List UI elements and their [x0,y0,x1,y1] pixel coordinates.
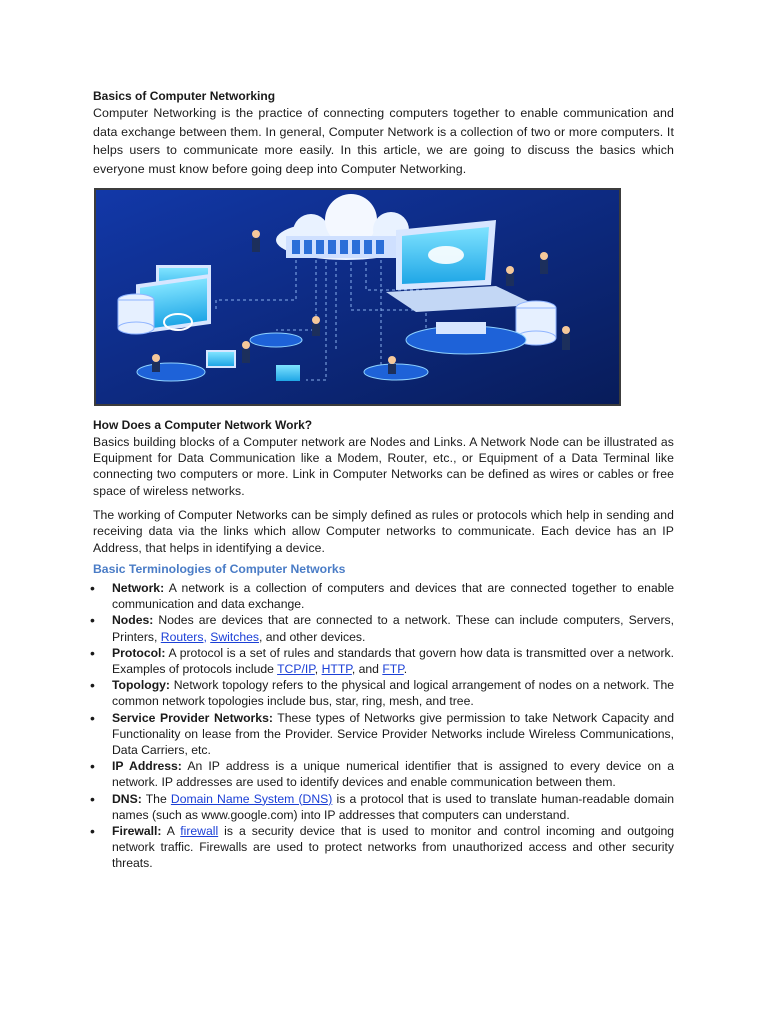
firewall-link[interactable]: firewall [180,823,219,838]
bullet-icon: • [90,822,95,839]
list-item-ip-address [90,758,674,790]
network-illustration-svg [96,190,619,404]
term-text: Nodes are devices that are connected to a network. These can include computers, Servers, Printers, [112,613,674,644]
term-label: Protocol: [112,645,166,660]
routers-link[interactable]: Routers, [160,629,207,644]
term-text: These types of Networks give permission to take Network Capacity and Functionality on lease from the Provider. Service Provider Networks include Wireless Communications, Data Carriers, etc. [112,710,674,757]
bullet-icon: • [90,790,95,807]
term-label: IP Address: [112,759,182,774]
doc-title: Basics of Computer Networking [93,89,276,103]
term-text: is a protocol that is used to translate human-readable domain names (such as www.google.com) into IP addresses that computers can understand. [112,791,674,822]
list-item-dns: • DNS: The Domain Name System (DNS) is a protocol that is used to translate human-readable domain names (such as www.google.com) into IP addresses that computers can understand. [90,790,674,822]
bullet-icon: • [90,677,95,694]
dns-link[interactable]: Domain Name System (DNS) [170,791,333,806]
term-text: A network is a collection of computers and devices that are connected together to enable communication and data exchange. [112,580,674,612]
terms-list [90,579,674,872]
how-paragraph-1: Basics building blocks of a Computer network are Nodes and Links. A Network Node can be illustrated as Equipment for Data Communication like a Modem, Router, etc., or Equipment of a Data Terminal like connecting two computers or more. Link in Computer Networks can be defined as wires or cables or free space of wireless networks. [93,434,674,498]
term-label: Firewall: [112,823,162,838]
term-text: A protocol is a set of rules and standards that govern how data is transmitted over a network. Examples of protocols include [112,645,674,676]
list-item-protocol: • Protocol: A protocol is a set of rules and standards that govern how data is transmitted over a network. Examples of protocols include TCP/IP, HTTP, and FTP. [90,644,674,676]
document-page [90,88,674,872]
ftp-link[interactable]: FTP [382,661,404,676]
list-item-firewall: • Firewall: A firewall is a security device that is used to monitor and control incoming and outgoing network traffic. Firewalls are used to protect networks from unauthorized access and other security threats. [90,822,674,871]
term-text: Network topology refers to the physical and logical arrangement of nodes on a network. The common network topologies include bus, star, ring, mesh, and tree. [112,678,674,709]
how-paragraph-2: The working of Computer Networks can be simply defined as rules or protocols which help in sending and receiving data via the links which allow Computer networks to communicate. Each device has an IP Address, that helps in identifying a device. [93,508,674,555]
bullet-icon: • [90,644,95,661]
tcp-ip-link[interactable]: TCP/IP [277,661,315,676]
bullet-icon: • [90,612,95,629]
term-label: Network: [112,580,165,595]
term-text: An IP address is a unique numerical identifier that is assigned to every device on a network. IP addresses are used to identify devices and enable communication between them. [112,759,674,790]
bullet-icon: • [90,579,95,596]
term-label: DNS: [112,791,142,806]
terms-heading: Basic Terminologies of Computer Networks [93,561,346,576]
switches-link[interactable]: Switches [210,629,259,644]
term-label: Service Provider Networks: [112,710,273,725]
term-label: Nodes: [112,613,154,628]
bullet-icon: • [90,758,95,775]
term-text: is a security device that is used to monitor and control incoming and outgoing network traffic. Firewalls are used to protect networks from unauthorized access and other security threats. [112,823,674,871]
term-label: Topology: [112,678,170,693]
term-text: , and other devices. [259,629,366,644]
http-link[interactable]: HTTP [321,661,352,676]
how-heading: How Does a Computer Network Work? [93,417,313,432]
intro-paragraph: Computer Networking is the practice of connecting computers together to enable communication and data exchange between them. In general, Computer Network is a collection of two or more computers. It helps users to communicate more easily. In this article, we are going to discuss the basics which everyone must know before going deep into Computer Networking. [93,106,674,177]
bullet-icon: • [90,709,95,726]
list-item-nodes [90,612,674,644]
list-item-network [90,579,674,612]
list-item-service-provider [90,709,674,759]
list-item-topology [90,677,674,709]
network-illustration [94,188,621,406]
